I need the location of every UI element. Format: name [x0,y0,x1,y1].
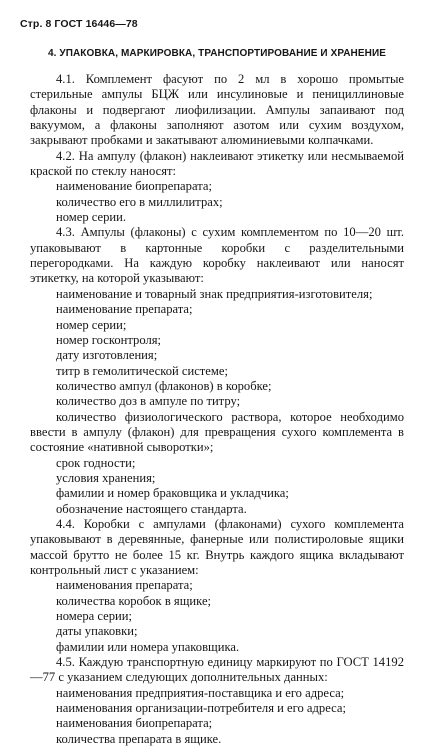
list-item: количества коробок в ящике; [56,593,212,608]
list-item: номер серии. [56,210,127,225]
list-item: номер госконтроля; [56,332,162,347]
list-item: номер серии; [56,317,127,332]
list-item: наименование и товарный знак предприятия-изготовителя; [56,286,373,301]
list-item: фамилии и номер браковщика и укладчика; [56,486,289,501]
page-header: Стр. 8 ГОСТ 16446—78 [20,18,138,30]
list-item: наименование биопрепарата; [56,179,212,194]
list-item: количество его в миллилитрах; [56,194,223,209]
list-item: наименование препарата; [56,302,193,317]
paragraph-4-5: 4.5. Каждую транспортную единицу маркируют по ГОСТ 14192—77 с указанием следующих дополнительных данных: [30,655,404,685]
list-item: наименования предприятия-поставщика и его адреса; [56,685,345,700]
list-item: номера серии; [56,609,132,624]
paragraph-4-1: 4.1. Комплемент фасуют по 2 мл в хорошо промытые стерильные ампулы БЦЖ или инсулиновые и пенициллиновые флаконы и подвергают лиофилизации. Ампулы запаивают под вакуумом, а флаконы заполняют азотом или сухим воздухом, закрывают пробками и закатывают алюминиевыми колпачками. [30,72,404,148]
list-item: даты упаковки; [56,624,138,639]
list-item: количество доз в ампуле по титру; [56,394,241,409]
list-item: наименования биопрепарата; [56,716,213,731]
paragraph-4-4: 4.4. Коробки с ампулами (флаконами) сухого комплемента упаковывают в деревянные, фанерные или полистироловые ящики массой брутто не более 15 кг. Внутрь каждого ящика вкладывают контрольный лист с указанием: [30,516,404,577]
list-item: титр в гемолитической системе; [56,363,228,378]
list-item: наименования препарата; [56,578,193,593]
section-title: 4. УПАКОВКА, МАРКИРОВКА, ТРАНСПОРТИРОВАНИЕ И ХРАНЕНИЕ [47,48,387,59]
list-item: количества препарата в ящике. [56,731,222,746]
list-item: количество ампул (флаконов) в коробке; [56,378,272,393]
list-item: обозначение настоящего стандарта. [56,501,247,516]
paragraph-4-2: 4.2. На ампулу (флакон) наклеивают этикетку или несмываемой краской по стеклу наносят: [30,148,404,179]
paragraph-4-3-solution: количество физиологического раствора, которое необходимо ввести в ампулу (флакон) для превращения сухого комплемента в состояние «нативной сыворотки»; [30,409,404,455]
list-item: условия хранения; [56,470,156,485]
list-item: дату изготовления; [56,348,158,363]
list-item: срок годности; [56,455,136,470]
list-item: фамилии или номера упаковщика. [56,639,240,654]
document-body [30,72,404,747]
paragraph-4-3: 4.3. Ампулы (флаконы) с сухим комплементом по 10—20 шт. упаковывают в картонные коробки с разделительными перегородками. На каждую коробку наклеивают или наносят этикетку, на которой указывают: [30,225,404,286]
list-item: наименования организации-потребителя и его адреса; [56,701,346,716]
